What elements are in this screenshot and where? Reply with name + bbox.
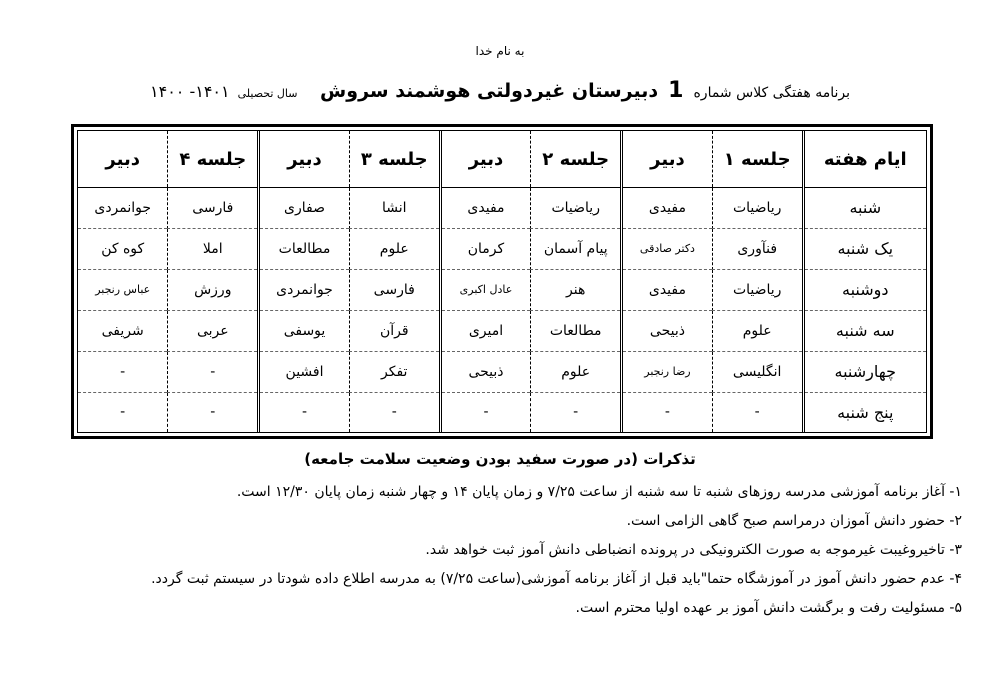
header-teacher-2: دبیر [440,131,531,188]
teacher-cell: - [259,392,350,432]
program-label: برنامه هفتگی کلاس شماره [693,85,850,101]
subject-cell: هنر [531,269,622,310]
year-value: ۱۴۰۱- ۱۴۰۰ [150,82,230,101]
teacher-cell: مفیدی [622,269,713,310]
table-row [78,392,926,432]
subject-cell: ریاضیات [712,188,803,229]
subject-cell: انشا [349,188,440,229]
subject-cell: قرآن [349,310,440,351]
header-session-1: جلسه ۱ [712,131,803,188]
note-item: ۳- تاخیروغیبت غیرموجه به صورت الکترونیکی در پرونده انضباطی دانش آموز ثبت خواهد شد. [425,542,962,558]
table-row [78,310,926,351]
subject-cell: فارسی [349,269,440,310]
subject-cell: املا [168,228,259,269]
notes-list [62,478,962,623]
header-session-2: جلسه ۲ [531,131,622,188]
teacher-cell: مفیدی [622,188,713,229]
teacher-cell: مفیدی [440,188,531,229]
teacher-cell: کوه کن [78,228,168,269]
day-cell: دوشنبه [803,269,926,310]
teacher-cell: جوانمردی [259,269,350,310]
schedule-table-inner [77,130,927,433]
teacher-cell: جوانمردی [78,188,168,229]
subject-cell: تفکر [349,351,440,392]
day-cell: پنج شنبه [803,392,926,432]
note-item: ۴- عدم حضور دانش آموز در آموزشگاه حتما"باید قبل از آغاز برنامه آموزشی(ساعت ۷/۲۵) به مدرسه اطلاع داده شودتا در سیستم ثبت گردد. [151,571,962,587]
subject-cell: ریاضیات [712,269,803,310]
subject-cell: - [531,392,622,432]
note-item: ۱- آغاز برنامه آموزشی مدرسه روزهای شنبه تا سه شنبه از ساعت ۷/۲۵ و زمان پایان ۱۴ و چهار شنبه زمان پایان ۱۲/۳۰ است. [236,484,962,500]
table-row [78,351,926,392]
subject-cell: پیام آسمان [531,228,622,269]
subject-cell: فنآوری [712,228,803,269]
table-row [78,228,926,269]
teacher-cell: ذبیحی [440,351,531,392]
year-label: سال تحصیلی [237,87,298,100]
teacher-cell: ذبیحی [622,310,713,351]
subject-cell: ریاضیات [531,188,622,229]
header-session-4: جلسه ۴ [168,131,259,188]
header-class-info [320,78,850,103]
subject-cell: - [168,392,259,432]
bismillah-heading: به نام خدا [475,44,525,58]
table-row [78,188,926,229]
subject-cell: علوم [712,310,803,351]
subject-cell: علوم [349,228,440,269]
subject-cell: - [168,351,259,392]
subject-cell: - [712,392,803,432]
header-teacher-4: دبیر [78,131,168,188]
day-cell: چهارشنبه [803,351,926,392]
subject-cell: عربی [168,310,259,351]
note-item: ۵- مسئولیت رفت و برگشت دانش آموز بر عهده اولیا محترم است. [575,600,962,616]
teacher-cell: کرمان [440,228,531,269]
weekly-schedule-table [78,131,926,432]
day-cell: یک شنبه [803,228,926,269]
subject-cell: - [349,392,440,432]
teacher-cell: عباس رنجبر [78,269,168,310]
school-name: دبیرستان غیردولتی هوشمند سروش [320,80,659,102]
schedule-header [150,78,850,108]
table-header-row [78,131,926,188]
table-row [78,269,926,310]
subject-cell: انگلیسی [712,351,803,392]
teacher-cell: - [120,404,126,421]
teacher-cell: دکتر صادقی [622,228,713,269]
day-cell: شنبه [803,188,926,229]
teacher-cell: یوسفی [259,310,350,351]
teacher-cell: امیری [440,310,531,351]
header-session-3: جلسه ۳ [349,131,440,188]
teacher-cell: افشین [259,351,350,392]
teacher-cell: - [78,351,168,392]
header-academic-year [150,82,298,101]
header-days: ایام هفته [803,131,926,188]
subject-cell: مطالعات [531,310,622,351]
header-teacher-1: دبیر [622,131,713,188]
day-cell: سه شنبه [803,310,926,351]
teacher-cell: - [440,392,531,432]
subject-cell: علوم [531,351,622,392]
header-teacher-3: دبیر [259,131,350,188]
notes-title: تذکرات (در صورت سفید بودن وضعیت سلامت جامعه) [304,450,696,468]
teacher-cell: رضا رنجبر [622,351,713,392]
teacher-cell: - [622,392,713,432]
teacher-cell: عادل اکبری [440,269,531,310]
schedule-table-frame [71,124,933,439]
class-number: 1 [668,78,684,103]
note-item: ۲- حضور دانش آموزان درمراسم صبح گاهی الزامی است. [626,513,962,529]
subject-cell: فارسی [168,188,259,229]
teacher-cell: صفاری [259,188,350,229]
teacher-cell: مطالعات [259,228,350,269]
teacher-cell: شریفی [78,310,168,351]
subject-cell: ورزش [168,269,259,310]
